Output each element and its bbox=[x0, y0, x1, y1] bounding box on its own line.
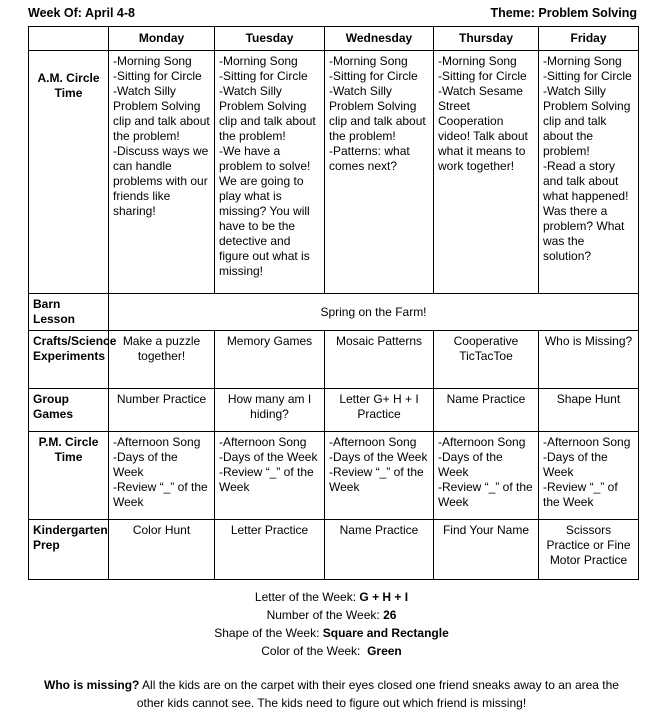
lesson-plan-table bbox=[28, 26, 639, 580]
group-thursday: Name Practice bbox=[434, 389, 539, 432]
am-friday: -Morning Song -Sitting for Circle -Watch Silly Problem Solving clip and talk about the problem! -Read a story and talk about what happened! Was there a problem? What was the solution? bbox=[539, 51, 639, 294]
am-wednesday: -Morning Song -Sitting for Circle -Watch Silly Problem Solving clip and talk about the problem! -Patterns: what comes next? bbox=[325, 51, 434, 294]
pm-thursday: -Afternoon Song -Days of the Week -Review “_” of the Week bbox=[434, 432, 539, 520]
row-label-kinder: Kindergarten Prep bbox=[29, 520, 109, 580]
kindergarten-row bbox=[29, 520, 639, 580]
crafts-monday: Make a puzzle together! bbox=[109, 331, 215, 389]
row-label-am: A.M. Circle Time bbox=[29, 51, 109, 294]
barn-row bbox=[29, 294, 639, 331]
number-of-week: Number of the Week: 26 bbox=[266, 608, 397, 622]
pm-friday: -Afternoon Song -Days of the Week -Review “_” of the Week bbox=[539, 432, 639, 520]
am-tuesday: -Morning Song -Sitting for Circle -Watch Silly Problem Solving clip and talk about the problem! -We have a problem to solve! We are going to play what is missing? You will have to be the detective and figure out what is missing! bbox=[215, 51, 325, 294]
pm-tuesday: -Afternoon Song -Days of the Week -Review “_” of the Week bbox=[215, 432, 325, 520]
group-games-row bbox=[29, 389, 639, 432]
day-thursday: Thursday bbox=[434, 27, 539, 51]
day-friday: Friday bbox=[539, 27, 639, 51]
row-label-barn: Barn Lesson bbox=[29, 294, 109, 331]
group-tuesday: How many am I hiding? bbox=[215, 389, 325, 432]
am-monday: -Morning Song -Sitting for Circle -Watch Silly Problem Solving clip and talk about the problem! -Discuss ways we can handle problems with our friends like sharing! bbox=[109, 51, 215, 294]
barn-lesson: Spring on the Farm! bbox=[109, 294, 639, 331]
am-circle-row bbox=[29, 51, 639, 294]
day-header-row bbox=[29, 27, 639, 51]
row-label-pm: P.M. Circle Time bbox=[29, 432, 109, 520]
kinder-friday: Scissors Practice or Fine Motor Practice bbox=[539, 520, 639, 580]
kinder-tuesday: Letter Practice bbox=[215, 520, 325, 580]
group-friday: Shape Hunt bbox=[539, 389, 639, 432]
crafts-row bbox=[29, 331, 639, 389]
row-label-group: Group Games bbox=[29, 389, 109, 432]
note-text: All the kids are on the carpet with their eyes closed one friend sneaks away to an area the other kids cannot see. The kids need to figure out which friend is missing! bbox=[136, 678, 619, 710]
crafts-thursday: Cooperative TicTacToe bbox=[434, 331, 539, 389]
note-title: Who is missing? bbox=[44, 678, 140, 692]
letter-of-week: Letter of the Week: G + H + I bbox=[254, 590, 409, 604]
am-thursday: -Morning Song -Sitting for Circle -Watch Sesame Street Cooperation video! Talk about what it means to work together! bbox=[434, 51, 539, 294]
pm-circle-row bbox=[29, 432, 639, 520]
crafts-tuesday: Memory Games bbox=[215, 331, 325, 389]
day-tuesday: Tuesday bbox=[215, 27, 325, 51]
day-wednesday: Wednesday bbox=[325, 27, 434, 51]
theme: Theme: Problem Solving bbox=[490, 6, 637, 20]
pm-monday: -Afternoon Song -Days of the Week -Review “_” of the Week bbox=[109, 432, 215, 520]
shape-of-week: Shape of the Week: Square and Rectangle bbox=[214, 626, 449, 640]
crafts-friday: Who is Missing? bbox=[539, 331, 639, 389]
of-the-week-summary bbox=[0, 588, 663, 660]
kinder-thursday: Find Your Name bbox=[434, 520, 539, 580]
corner-cell bbox=[29, 27, 109, 51]
color-of-week: Color of the Week: Green bbox=[261, 644, 402, 658]
row-label-crafts: Crafts/Science Experiments bbox=[29, 331, 109, 389]
group-monday: Number Practice bbox=[109, 389, 215, 432]
who-is-missing-note bbox=[0, 676, 663, 712]
group-wednesday: Letter G+ H + I Practice bbox=[325, 389, 434, 432]
pm-wednesday: -Afternoon Song -Days of the Week -Review “_” of the Week bbox=[325, 432, 434, 520]
kinder-wednesday: Name Practice bbox=[325, 520, 434, 580]
week-of: Week Of: April 4-8 bbox=[28, 6, 135, 20]
day-monday: Monday bbox=[109, 27, 215, 51]
kinder-monday: Color Hunt bbox=[109, 520, 215, 580]
crafts-wednesday: Mosaic Patterns bbox=[325, 331, 434, 389]
